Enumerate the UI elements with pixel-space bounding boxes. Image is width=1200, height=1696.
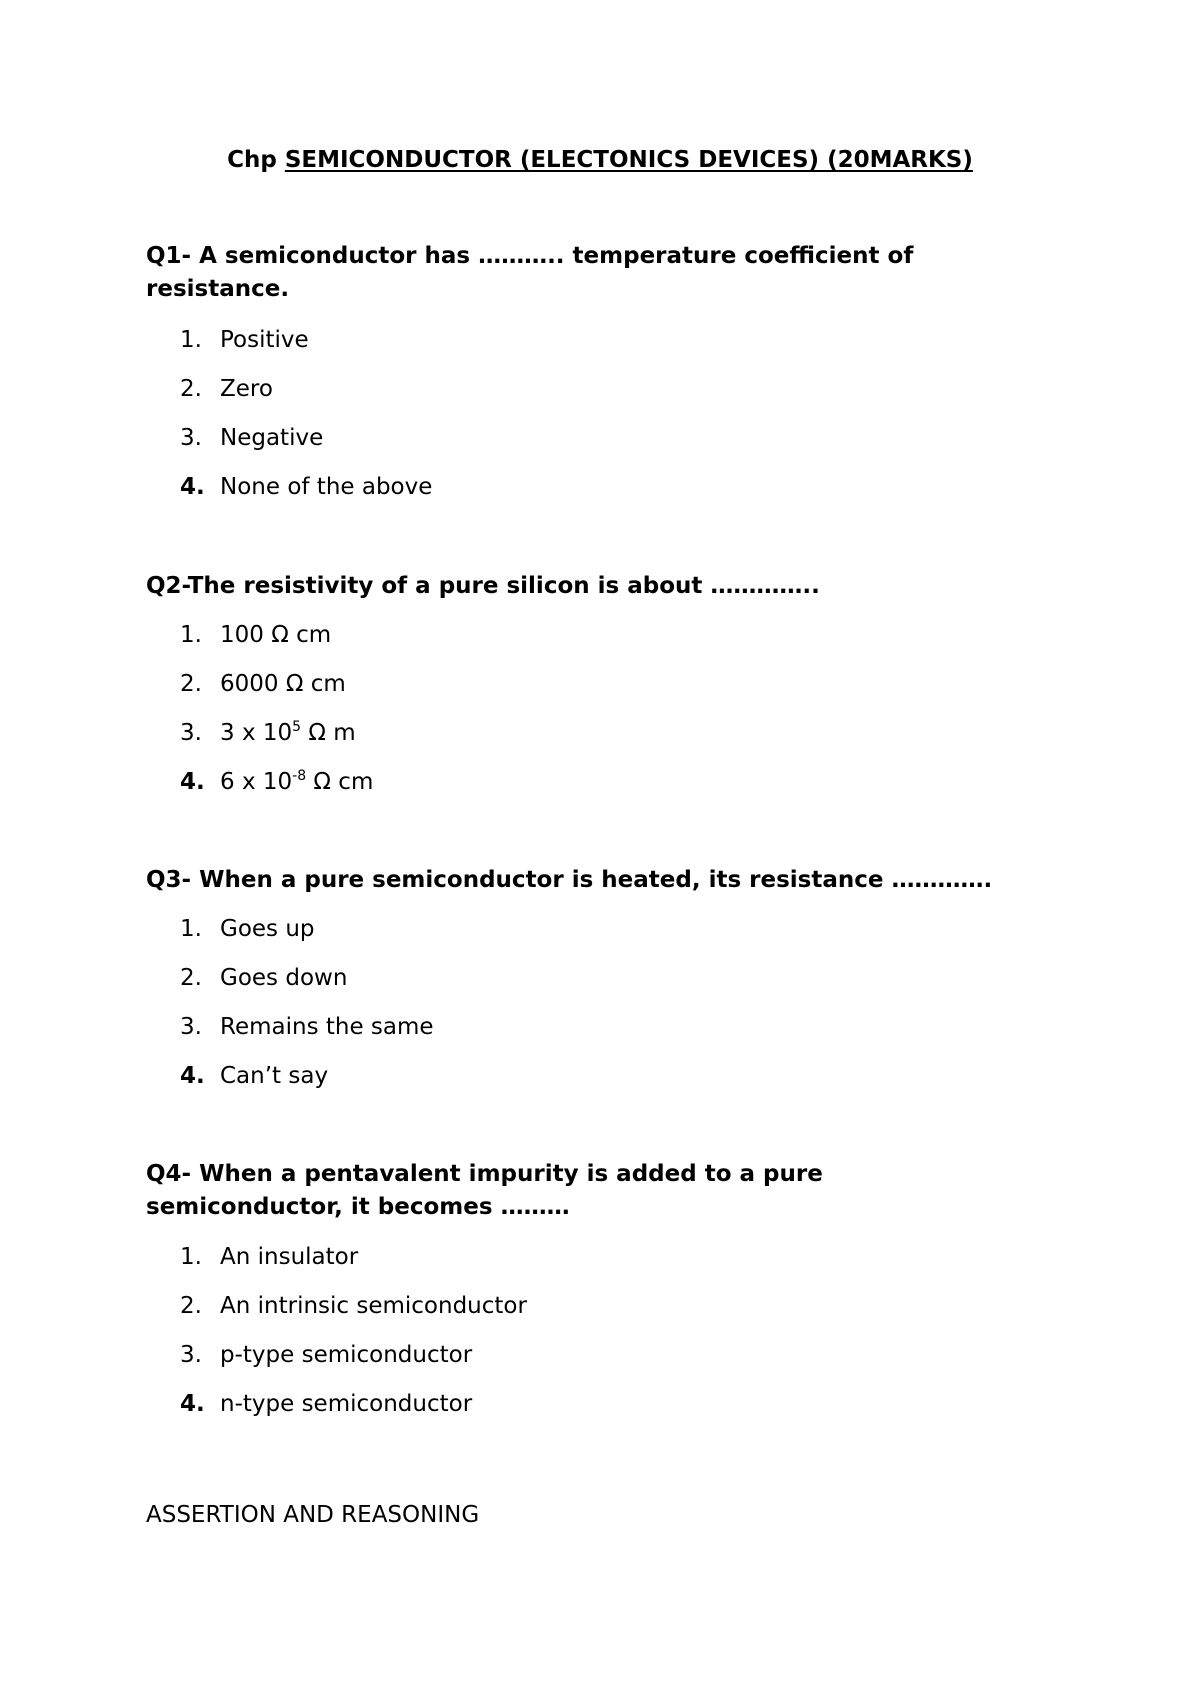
option-text: An intrinsic semiconductor — [220, 1293, 527, 1319]
option-text: Zero — [220, 376, 273, 402]
option-number: 3. — [180, 720, 202, 746]
option-number: 3. — [180, 425, 202, 451]
option-text: An insulator — [220, 1244, 359, 1270]
option-text: Goes down — [220, 965, 348, 991]
option-number: 3. — [180, 1342, 202, 1368]
option-item — [180, 620, 331, 650]
title-prefix: Chp — [227, 147, 285, 173]
option-item — [180, 914, 315, 944]
option-item — [180, 1291, 527, 1321]
option-number: 4. — [180, 1391, 205, 1417]
option-item — [180, 1340, 472, 1370]
option-text: Remains the same — [220, 1014, 434, 1040]
option-number: 1. — [180, 1244, 202, 1270]
option-item — [180, 718, 356, 748]
option-text: 100 Ω cm — [220, 622, 332, 648]
option-text-unit: Ω m — [301, 720, 356, 746]
option-item — [180, 472, 432, 502]
option-number: 2. — [180, 1293, 202, 1319]
option-item — [180, 963, 347, 993]
option-number: 4. — [180, 769, 205, 795]
option-text: n-type semiconductor — [220, 1391, 473, 1417]
option-text: p-type semiconductor — [220, 1342, 473, 1368]
page-title — [0, 145, 1200, 175]
option-number: 1. — [180, 327, 202, 353]
option-item — [180, 325, 309, 355]
option-number: 2. — [180, 965, 202, 991]
option-item — [180, 669, 346, 699]
option-text: None of the above — [220, 474, 433, 500]
option-text-base: 6 x 10 — [220, 769, 293, 795]
question-2: Q2-The resistivity of a pure silicon is about ………….. — [146, 573, 820, 599]
option-number: 1. — [180, 916, 202, 942]
option-item — [180, 1242, 358, 1272]
question-1: Q1- A semiconductor has ……….. temperature coefficient of resistance. — [146, 243, 914, 302]
option-number: 4. — [180, 1063, 205, 1089]
option-exponent: -8 — [292, 768, 307, 784]
option-item — [180, 374, 273, 404]
option-item — [180, 1389, 472, 1419]
option-text: Can’t say — [220, 1063, 329, 1089]
option-number: 3. — [180, 1014, 202, 1040]
option-item — [180, 767, 373, 797]
option-exponent: 5 — [292, 719, 302, 735]
option-text-base: 3 x 10 — [220, 720, 293, 746]
option-number: 4. — [180, 474, 205, 500]
option-number: 2. — [180, 671, 202, 697]
option-text: Positive — [220, 327, 309, 353]
option-number: 1. — [180, 622, 202, 648]
option-number: 2. — [180, 376, 202, 402]
question-4: Q4- When a pentavalent impurity is added to a pure semiconductor, it becomes ……… — [146, 1161, 823, 1220]
option-item — [180, 1061, 328, 1091]
option-text-unit: Ω cm — [306, 769, 374, 795]
option-item — [180, 1012, 434, 1042]
section-heading: ASSERTION AND REASONING — [146, 1502, 480, 1528]
option-text: 6000 Ω cm — [220, 671, 346, 697]
option-text: Goes up — [220, 916, 315, 942]
option-item — [180, 423, 323, 453]
question-3: Q3- When a pure semiconductor is heated, its resistance …………. — [146, 867, 993, 893]
option-text: Negative — [220, 425, 324, 451]
title-underlined: SEMICONDUCTOR (ELECTONICS DEVICES) (20MARKS) — [284, 147, 973, 173]
